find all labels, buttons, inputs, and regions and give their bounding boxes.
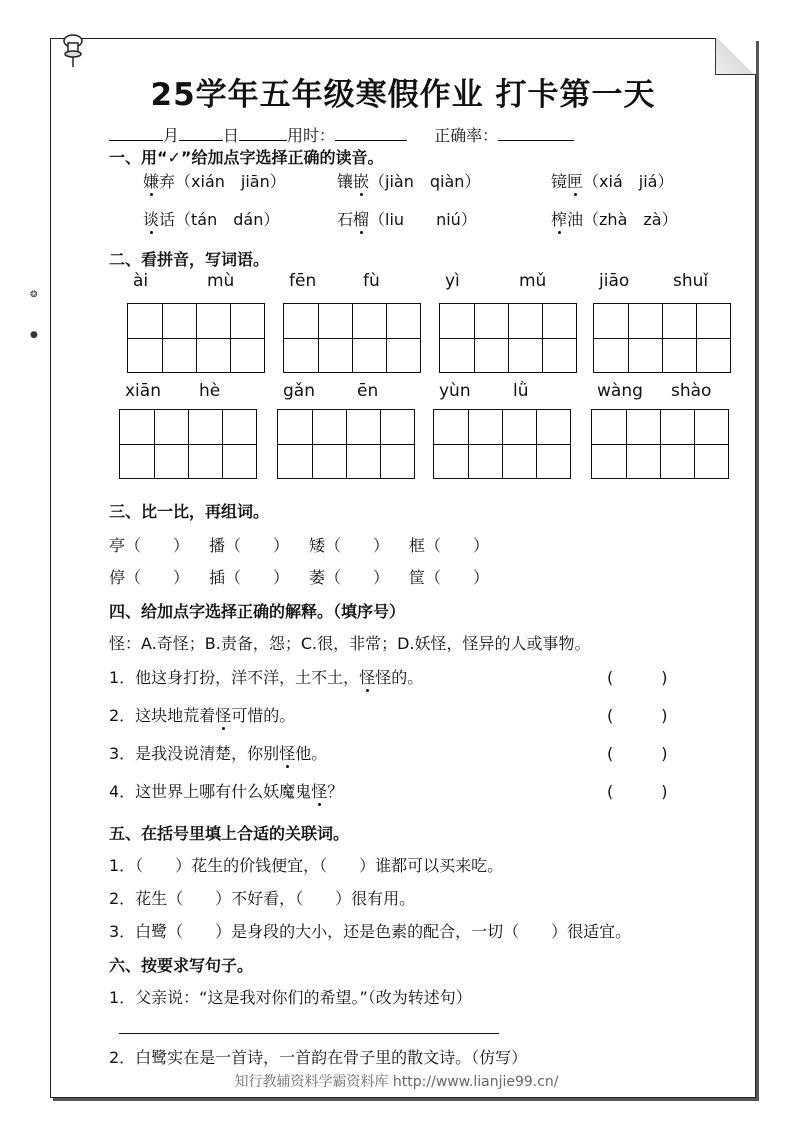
s4-question: 1．他这身打扮，洋不洋，土不土，怪怪的。 [109,668,424,687]
writing-grid[interactable] [439,303,577,373]
s1-options[interactable]: （zhà zà） [583,210,678,229]
s4-answer-paren[interactable]: ( ) [607,744,668,763]
s1-word: 石榴 [337,210,370,229]
writing-grid[interactable] [591,409,729,479]
s1-item [551,169,673,192]
s5-question[interactable]: 3．白鹭（ ）是身段的大小，还是色素的配合，一切（ ）很适宜。 [109,922,632,941]
page-title: 25学年五年级寒假作业 打卡第一天 [150,77,656,113]
s5-question[interactable]: 1．（ ）花生的价钱便宜，（ ）谁都可以买来吃。 [109,856,504,875]
pinyin-label: yùn [439,381,471,401]
s4-answer-paren[interactable]: ( ) [607,668,668,687]
section-6-question-1: 1．父亲说：“这是我对你们的希望。”（改为转述句） [109,988,472,1007]
s1-options[interactable]: （xiá jiá） [583,172,674,191]
s4-answer-paren[interactable]: ( ) [607,706,668,725]
s1-item [143,169,286,192]
s1-word: 镜匣 [551,172,584,191]
pinyin-label: ài [133,271,149,291]
section-6-title: 六、按要求写句子。 [109,956,254,975]
pinyin-label: xiān [125,381,161,401]
compare-item[interactable]: 亭（ ） [109,536,190,555]
s4-question: 3．是我没说清楚，你别怪他。 [109,744,328,763]
section-4-definition: 怪：A.奇怪；B.责备，怨；C.很，非常；D.妖怪，怪异的人或事物。 [109,634,591,653]
section-2-title: 二、看拼音，写词语。 [109,250,270,269]
writing-grid[interactable] [127,303,265,373]
s1-word: 镶嵌 [337,172,370,191]
compare-item[interactable]: 筐（ ） [409,568,490,587]
s1-options[interactable]: （liu niú） [369,210,477,229]
section-5-title: 五、在括号里填上合适的关联词。 [109,824,350,843]
pinyin-label: lǜ [513,381,529,401]
pinyin-label: fù [363,271,380,291]
answer-line[interactable] [119,1033,499,1034]
compare-item[interactable]: 框（ ） [409,536,490,555]
section-3-title: 三、比一比，再组词。 [109,502,270,521]
pinyin-label: ēn [357,381,379,401]
compare-item[interactable]: 播（ ） [209,536,290,555]
header-row: 月 日 用时： 正确率： [109,123,574,146]
s1-options[interactable]: （xián jiān） [175,172,286,191]
s1-word: 嫌弃 [143,172,176,191]
s1-item [143,207,279,230]
pinyin-label: shào [671,381,712,401]
writing-grid[interactable] [119,409,257,479]
s4-answer-paren[interactable]: ( ) [607,782,668,801]
section-6-question-2: 2．白鹭实在是一首诗，一首韵在骨子里的散文诗。（仿写） [109,1048,528,1067]
writing-grid[interactable] [277,409,415,479]
pinyin-label: mù [207,271,235,291]
s4-question: 2．这块地荒着怪可惜的。 [109,706,296,725]
compare-item[interactable]: 萎（ ） [309,568,390,587]
s1-item [551,207,678,230]
margin-mark: ● [30,330,38,340]
s1-item [337,207,477,230]
pinyin-label: gǎn [283,381,315,401]
pinyin-label: jiāo [599,271,630,291]
pinyin-label: shuǐ [673,271,709,291]
section-4-title: 四、给加点字选择正确的解释。（填序号） [109,602,406,621]
margin-mark: ❂ [30,290,38,300]
writing-grid[interactable] [433,409,571,479]
s1-word: 榨油 [551,210,584,229]
pinyin-label: mǔ [519,271,547,291]
s1-options[interactable]: （jiàn qiàn） [369,172,481,191]
s1-item [337,169,480,192]
pinyin-label: wàng [597,381,643,401]
s1-word: 谈话 [143,210,176,229]
compare-item[interactable]: 停（ ） [109,568,190,587]
worksheet-paper [50,38,756,1098]
s4-question: 4．这世界上哪有什么妖魔鬼怪？ [109,782,344,801]
compare-item[interactable]: 矮（ ） [309,536,390,555]
pinyin-label: hè [199,381,221,401]
writing-grid[interactable] [283,303,421,373]
s1-options[interactable]: （tán dán） [175,210,280,229]
pinyin-label: fēn [289,271,317,291]
pushpin-icon [59,33,87,69]
watermark-footer: 知行教辅资料学霸资料库 http://www.lianjie99.cn/ [234,1074,559,1090]
pinyin-label: yì [445,271,460,291]
section-1-title: 一、用“✓”给加点字选择正确的读音。 [109,148,384,167]
compare-item[interactable]: 插（ ） [209,568,290,587]
s5-question[interactable]: 2．花生（ ）不好看，（ ）很有用。 [109,889,416,908]
writing-grid[interactable] [593,303,731,373]
